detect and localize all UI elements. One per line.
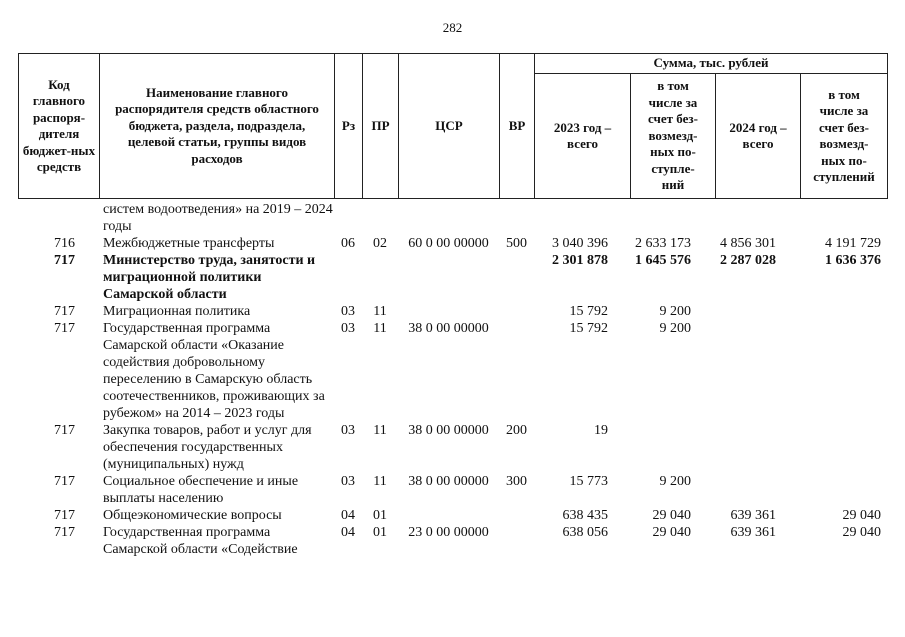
row-pr: 01 [373, 525, 387, 540]
row-name: Министерство труда, занятости и миграционной политики Самарской области [103, 253, 316, 302]
row-vr [499, 507, 534, 524]
row-2024-total [715, 201, 800, 235]
row-2024-total: 639 361 [730, 508, 776, 523]
row-2024-free [800, 201, 887, 235]
row-2024-free: 29 040 [842, 525, 881, 540]
row-rz: 03 [341, 321, 355, 336]
row-2024-total [715, 422, 800, 473]
row-2023-total [534, 201, 630, 235]
row-pr [362, 201, 398, 235]
header-pr: ПР [363, 54, 399, 199]
row-2023-total: 15 792 [569, 304, 608, 319]
row-2023-free [630, 422, 715, 473]
row-csr [398, 507, 499, 524]
row-name: Государственная программа Самарской области «Оказание содействия добровольному переселению в Самарскую область соотечественников, проживающих за рубежом» на 2014 – 2023 годы [103, 321, 325, 421]
row-pr: 11 [373, 304, 387, 319]
header-sum-group: Сумма, тыс. рублей [535, 54, 888, 74]
row-2023-free: 9 200 [659, 304, 691, 319]
row-name: Общеэкономические вопросы [103, 508, 282, 523]
row-2023-free: 29 040 [652, 508, 691, 523]
row-name: Государственная программа Самарской области «Содействие [103, 525, 298, 557]
row-rz: 03 [341, 304, 355, 319]
row-pr [362, 252, 398, 303]
row-code: 717 [54, 423, 75, 438]
row-2023-total: 15 792 [569, 321, 608, 336]
header-2024-free: в том числе за счет без-возмезд-ных по-ступлений [801, 74, 888, 199]
row-vr [499, 201, 534, 235]
row-name: Межбюджетные трансферты [103, 236, 275, 251]
table-row [18, 252, 887, 303]
row-name: Социальное обеспечение и иные выплаты населению [103, 474, 299, 506]
row-csr: 60 0 00 00000 [408, 236, 489, 251]
table-row [18, 320, 887, 422]
table-row [18, 235, 887, 252]
row-name: Миграционная политика [103, 304, 251, 319]
row-code: 717 [54, 304, 75, 319]
row-csr: 23 0 00 00000 [408, 525, 489, 540]
row-csr: 38 0 00 00000 [408, 423, 489, 438]
row-vr: 500 [506, 236, 527, 251]
row-2023-free: 1 645 576 [635, 253, 691, 268]
row-csr: 38 0 00 00000 [408, 321, 489, 336]
row-2024-total: 2 287 028 [720, 253, 776, 268]
row-vr: 300 [506, 474, 527, 489]
row-2023-free [630, 201, 715, 235]
row-2024-total: 639 361 [730, 525, 776, 540]
row-2024-free [800, 303, 887, 320]
row-rz: 04 [341, 508, 355, 523]
row-name: Закупка товаров, работ и услуг для обеспечения государственных (муниципальных) нужд [103, 423, 312, 472]
header-rz: Рз [335, 54, 363, 199]
row-csr [398, 252, 499, 303]
row-2024-free [800, 473, 887, 507]
row-code: 717 [54, 253, 75, 268]
table-row [18, 422, 887, 473]
header-code: Код главного распоря-дителя бюджет-ных средств [19, 54, 100, 199]
row-2023-total: 638 435 [562, 508, 608, 523]
row-2023-free: 9 200 [659, 474, 691, 489]
row-2023-total: 19 [594, 423, 608, 438]
row-pr: 01 [373, 508, 387, 523]
row-2023-total: 638 056 [562, 525, 608, 540]
row-2023-total: 15 773 [569, 474, 608, 489]
row-rz [334, 201, 362, 235]
header-name: Наименование главного распорядителя средств областного бюджета, раздела, подраздела, целевой статьи, группы видов расходов [100, 54, 335, 199]
row-2023-total: 3 040 396 [552, 236, 608, 251]
table-row [18, 303, 887, 320]
row-rz: 04 [341, 525, 355, 540]
row-csr: 38 0 00 00000 [408, 474, 489, 489]
table-row [18, 524, 887, 558]
row-code: 717 [54, 321, 75, 336]
row-pr: 11 [373, 474, 387, 489]
row-vr [499, 320, 534, 422]
row-csr [398, 201, 499, 235]
row-csr [398, 303, 499, 320]
row-rz: 03 [341, 423, 355, 438]
row-2023-free: 29 040 [652, 525, 691, 540]
table-body [18, 201, 887, 558]
table-header [18, 53, 888, 199]
row-2024-free [800, 422, 887, 473]
row-2024-free [800, 320, 887, 422]
row-2024-total [715, 320, 800, 422]
header-2023-total: 2023 год – всего [535, 74, 631, 199]
row-pr: 02 [373, 236, 387, 251]
row-2023-free: 9 200 [659, 321, 691, 336]
table-row [18, 507, 887, 524]
header-csr: ЦСР [399, 54, 500, 199]
row-2024-free: 29 040 [842, 508, 881, 523]
row-vr [499, 524, 534, 558]
page-number: 282 [442, 20, 463, 35]
row-pr: 11 [373, 321, 387, 336]
header-2023-free: в том числе за счет без-возмезд-ных по-ступле-ний [631, 74, 716, 199]
row-code: 717 [54, 508, 75, 523]
row-code: 716 [54, 236, 75, 251]
row-vr [499, 252, 534, 303]
row-vr: 200 [506, 423, 527, 438]
row-2023-free: 2 633 173 [635, 236, 691, 251]
header-2024-total: 2024 год – всего [716, 74, 801, 199]
row-2023-total: 2 301 878 [552, 253, 608, 268]
row-code: 717 [54, 474, 75, 489]
row-name: систем водоотведения» на 2019 – 2024 годы [103, 202, 333, 234]
row-2024-total: 4 856 301 [720, 236, 776, 251]
row-code: 717 [54, 525, 75, 540]
table-row [18, 201, 887, 235]
row-2024-total [715, 303, 800, 320]
row-2024-free: 1 636 376 [825, 253, 881, 268]
row-rz [334, 252, 362, 303]
header-vr: ВР [500, 54, 535, 199]
row-2024-free: 4 191 729 [825, 236, 881, 251]
row-pr: 11 [373, 423, 387, 438]
row-rz: 06 [341, 236, 355, 251]
row-2024-total [715, 473, 800, 507]
table-row [18, 473, 887, 507]
row-code [18, 201, 99, 235]
row-rz: 03 [341, 474, 355, 489]
row-vr [499, 303, 534, 320]
